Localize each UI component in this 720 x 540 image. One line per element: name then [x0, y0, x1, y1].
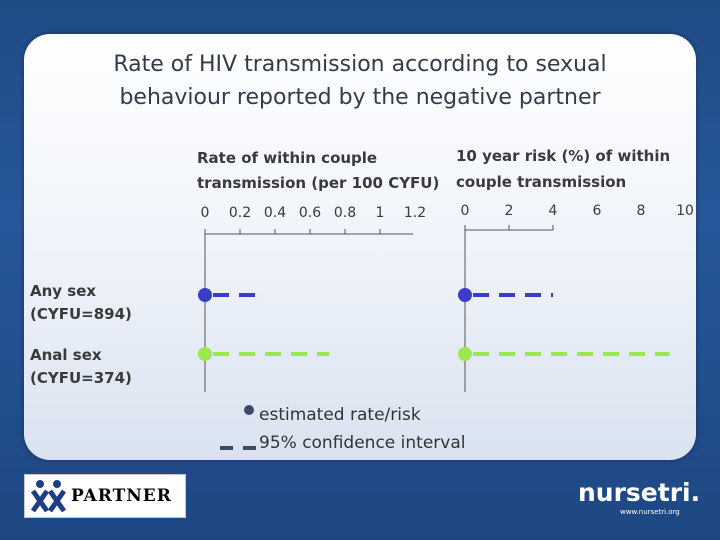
- right-tick-label: 2: [504, 203, 514, 219]
- left-axis-title-line1: Rate of within couple: [197, 149, 378, 167]
- left-point-any-sex: [198, 288, 212, 302]
- right-tick-label: 8: [636, 203, 646, 219]
- right-point-any-sex: [458, 288, 472, 302]
- row-label-anal-sex-line2: (CYFU=374): [30, 369, 132, 387]
- legend-point-marker: [244, 405, 254, 415]
- row-label-any-sex-line1: Any sex: [30, 282, 97, 300]
- partner-logo: [24, 474, 186, 518]
- slide-title-line2: behaviour reported by the negative partner: [119, 85, 601, 110]
- right-tick-label: 10: [676, 203, 694, 219]
- right-point-anal-sex: [458, 347, 472, 361]
- left-tick-label: 0.6: [298, 205, 322, 221]
- row-label-anal-sex-line1: Anal sex: [30, 346, 102, 364]
- left-tick-label: 0.8: [333, 205, 357, 221]
- left-tick-label: 0.4: [263, 205, 287, 221]
- row-label-any-sex-line2: (CYFU=894): [30, 305, 132, 323]
- right-axis-title-line1: 10 year risk (%) of within: [456, 147, 671, 165]
- legend-point-label: estimated rate/risk: [259, 405, 421, 425]
- left-tick-label: 1: [375, 205, 385, 221]
- right-tick-label: 6: [592, 203, 602, 219]
- left-axis-title-line2: transmission (per 100 CYFU): [197, 174, 440, 192]
- left-tick-label: 0.2: [228, 205, 252, 221]
- left-point-anal-sex: [198, 347, 212, 361]
- right-axis-title-line2: couple transmission: [456, 173, 627, 191]
- partner-logo-figures-icon: [27, 475, 71, 517]
- legend-ci-label: 95% confidence interval: [259, 433, 466, 453]
- left-tick-label: 1.2: [403, 205, 427, 221]
- partner-logo-text: PARTNER: [71, 486, 172, 506]
- brand-name: nursetri.: [578, 478, 701, 507]
- slide-title-line1: Rate of HIV transmission according to sexual: [113, 52, 607, 77]
- right-tick-label: 0: [460, 203, 470, 219]
- right-tick-label: 4: [548, 203, 558, 219]
- left-tick-label: 0: [200, 205, 210, 221]
- brand-url: www.nursetri.org: [620, 508, 680, 516]
